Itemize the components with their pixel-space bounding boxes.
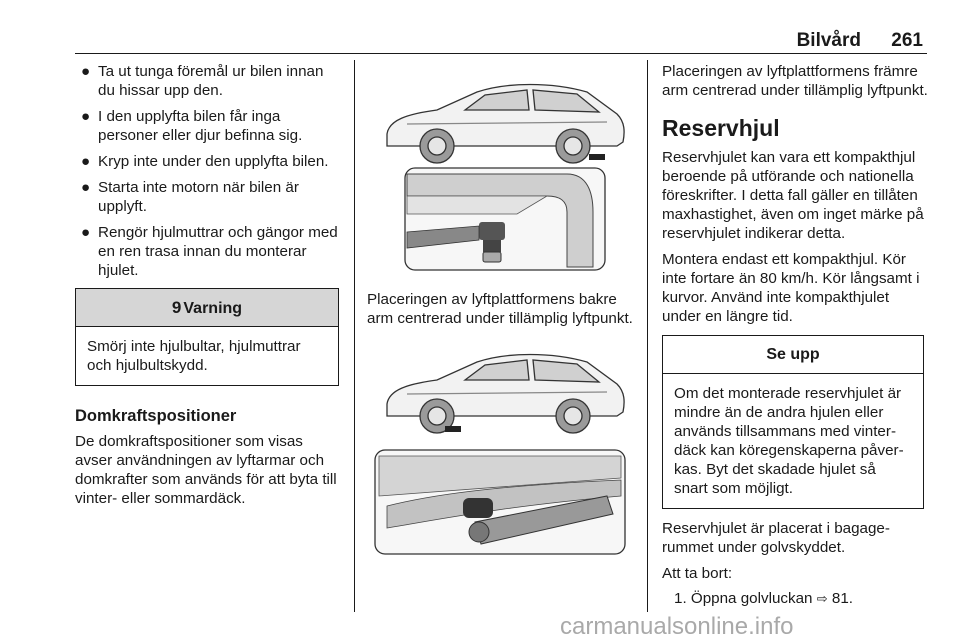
spare-wheel-paragraph: Reservhjulet kan vara ett kompakthjul beroende på utförande och nationella föreskrifter. I detta fall gäller en tillåten maxhastighet, även om inget märke på reservhjulet indikerar detta. [662,149,924,242]
spare-location-paragraph: Reservhjulet är placerat i bagagerummet under golvskyddet. [662,520,890,556]
list-item: ● I den upplyfta bilen får inga personer eller djur befinna sig. [81,108,303,144]
column-divider [647,60,648,612]
warning-box [75,288,339,386]
removal-step-1 [662,589,928,608]
column-left [75,62,343,508]
list-item: ● Ta ut tunga föremål ur bilen innan du hissar upp den. [81,63,324,99]
section-subheading: Domkraftspositioner [75,407,237,425]
page-number: 261 [891,30,923,51]
figure-caption: Placeringen av lyftplattformens främre arm centrerad under tillämplig lyftpunkt. [662,63,928,99]
warning-box-header [76,289,338,327]
page-reference-link[interactable]: 81. [831,590,853,607]
caution-text: Om det monterade reservhjulet är mindre än de andra hjulen eller används tillsammans med vinterdäck kan köregenskaperna påverkas. Byt det skadade hjulet så snart som möjligt. [674,385,904,497]
step-number: 1. [674,590,687,607]
list-item: ● Kryp inte under den upplyfta bilen. [81,153,329,170]
page-header [75,26,927,54]
list-item: ● Rengör hjulmuttrar och gängor med en ren trasa innan du monterar hjulet. [81,224,338,279]
section-heading: Reservhjul [662,115,780,141]
bullet-icon: ● [81,153,91,170]
section-title: Bilvård [796,30,861,51]
warning-text: Smörj inte hjulbultar, hjulmuttrar och hjulbultskydd. [87,338,301,374]
bullet-icon: ● [81,179,91,196]
removal-intro: Att ta bort: [662,565,733,582]
bullet-icon: ● [81,224,91,241]
arrow-reference-icon: ⇨ [816,591,828,606]
rear-lift-point-illustration [367,62,635,272]
caution-box-header: Se upp [663,336,923,374]
warning-title: Varning [183,300,243,317]
bullet-icon: ● [81,108,91,125]
column-right [662,62,928,608]
caution-box [662,335,924,509]
list-item: ● Starta inte motorn när bilen är upplyft. [81,179,299,215]
bullet-icon: ● [81,63,91,80]
jacking-paragraph: De domkraftspositioner som visas avser användningen av lyftarmar och domkrafter som används för att byta till vinter- eller sommardäck. [75,433,337,507]
column-middle [367,62,635,558]
step-text: Öppna golvluckan [690,590,813,607]
watermark: carmanualsonline.info [560,613,794,640]
warning-icon: 9 [171,298,182,317]
column-divider [354,60,355,612]
figure-caption: Placeringen av lyftplattformens bakre arm centrerad under tillämplig lyftpunkt. [367,291,633,327]
compact-wheel-paragraph: Montera endast ett kompakthjul. Kör inte fortare än 80 km/h. Kör långsamt i kurvor. Använd inte kompakthjulet under en längre tid. [662,251,920,325]
front-lift-point-illustration [367,346,635,558]
safety-bullet-list [75,62,343,280]
